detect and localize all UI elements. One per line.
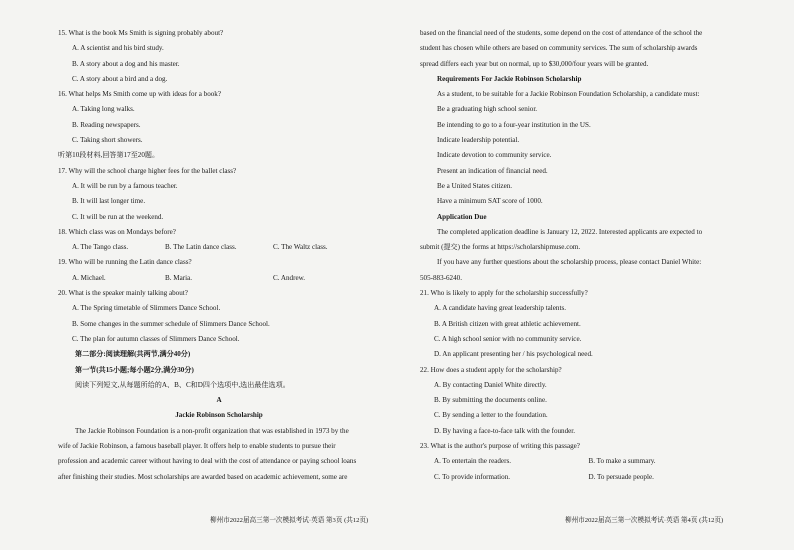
passage-title: Jackie Robinson Scholarship — [175, 411, 263, 420]
passage-line-1: The Jackie Robinson Foundation is a non-profit organization that was established in 1973 by the — [75, 426, 349, 435]
material-instruction: 听第10段材料,回答第17至20题。 — [58, 151, 160, 160]
q22-option-b: B. By submitting the documents online. — [434, 396, 547, 405]
passage-cont-1: based on the financial need of the students, some depend on the cost of attendance of the school the — [420, 29, 703, 37]
q19-stem: 19. Who will be running the Latin dance class? — [58, 258, 192, 267]
requirement-item: Be a graduating high school senior. — [437, 105, 538, 114]
q23-option-a: A. To entertain the readers. — [434, 457, 511, 466]
due-line-1: The completed application deadline is January 12, 2022. Interested applicants are expected to — [437, 227, 703, 236]
q18-option-c: C. The Waltz class. — [273, 243, 328, 252]
q18-option-b: B. The Latin dance class. — [165, 243, 237, 252]
section-heading: 第一节(共15小题;每小题2分,满分30分) — [75, 365, 194, 374]
q22-option-d: D. By having a face-to-face talk with the founder. — [434, 426, 576, 435]
due-line-3: If you have any further questions about the scholarship process, please contact Daniel White: — [437, 258, 702, 267]
q17-option-a: A. It will be run by a famous teacher. — [72, 181, 178, 190]
requirement-item: Indicate devotion to community service. — [437, 151, 552, 160]
q18-options — [58, 240, 380, 255]
passage-letter: A — [216, 396, 222, 405]
reading-instruction: 阅读下列短文,从每题所给的A、B、C和D四个选项中,选出最佳选项。 — [75, 380, 290, 389]
right-page — [397, 0, 794, 550]
q21-option-c: C. A high school senior with no community service. — [434, 334, 582, 343]
q19-options — [58, 271, 380, 286]
q23-option-d: D. To persuade people. — [588, 472, 654, 481]
q17-stem: 17. Why will the school charge higher fees for the ballet class? — [58, 166, 237, 175]
q23-options-ab — [420, 454, 743, 469]
q19-option-a: A. Michael. — [72, 273, 106, 282]
q22-option-a: A. By contacting Daniel White directly. — [434, 380, 547, 389]
q18-option-a: A. The Tango class. — [72, 243, 129, 252]
requirements-title: Requirements For Jackie Robinson Scholarship — [437, 74, 582, 83]
q20-option-b: B. Some changes in the summer schedule of Slimmers Dance School. — [72, 319, 270, 328]
requirement-item: Be intending to go to a four-year institution in the US. — [437, 120, 591, 129]
due-line-2: submit (提交) the forms at https://scholarshipmuse.com. — [420, 243, 581, 252]
left-column — [58, 26, 380, 485]
q17-option-c: C. It will be run at the weekend. — [72, 212, 164, 221]
q15-option-c: C. A story about a bird and a dog. — [72, 74, 168, 83]
q23-options-cd — [420, 470, 743, 485]
requirements-intro: As a student, to be suitable for a Jackie Robinson Foundation Scholarship, a candidate must: — [437, 90, 700, 99]
q15-option-a: A. A scientist and his bird study. — [72, 44, 164, 53]
q23-option-c: C. To provide information. — [434, 472, 511, 481]
q16-option-b: B. Reading newspapers. — [72, 120, 141, 129]
q16-option-c: C. Taking short showers. — [72, 136, 143, 145]
requirement-item: Indicate leadership potential. — [437, 136, 520, 145]
q15-stem: 15. What is the book Ms Smith is signing probably about? — [58, 29, 224, 37]
q21-option-d: D. An applicant presenting her / his psychological need. — [434, 350, 593, 359]
part-heading: 第二部分:阅读理解(共两节,满分40分) — [75, 350, 191, 359]
q16-option-a: A. Taking long walks. — [72, 105, 135, 114]
q20-option-c: C. The plan for autumn classes of Slimmers Dance School. — [72, 334, 240, 343]
q22-option-c: C. By sending a letter to the foundation. — [434, 411, 548, 420]
requirement-item: Be a United States citizen. — [437, 181, 513, 190]
requirement-item: Present an indication of financial need. — [437, 166, 548, 175]
right-column — [420, 26, 743, 485]
passage-line-4: after finishing their studies. Most scholarships are awarded based on academic achievement, some are — [58, 472, 348, 481]
q15-option-b: B. A story about a dog and his master. — [72, 59, 180, 68]
q19-option-c: C. Andrew. — [273, 273, 306, 282]
passage-cont-2: student has chosen while others are based on community services. The sum of scholarship awards — [420, 44, 698, 53]
q23-stem: 23. What is the author's purpose of writing this passage? — [420, 442, 580, 451]
passage-cont-3: spread differs each year but on normal, up to $30,000/four years will be granted. — [420, 59, 649, 68]
q21-stem: 21. Who is likely to apply for the scholarship successfully? — [420, 289, 588, 298]
q23-option-b: B. To make a summary. — [588, 457, 656, 466]
q20-stem: 20. What is the speaker mainly talking about? — [58, 289, 188, 298]
application-due-title: Application Due — [437, 212, 487, 221]
q19-option-b: B. Maria. — [165, 273, 192, 282]
q16-stem: 16. What helps Ms Smith come up with ideas for a book? — [58, 90, 222, 99]
q17-option-b: B. It will last longer time. — [72, 197, 146, 206]
q21-option-a: A. A candidate having great leadership talents. — [434, 304, 566, 313]
passage-line-2: wife of Jackie Robinson, a famous baseball player. It offers help to enable students to pursue their — [58, 442, 336, 451]
passage-line-3: profession and academic career without having to deal with the cost of attendance or paying school loans — [58, 457, 357, 466]
q21-option-b: B. A British citizen with great athletic achievement. — [434, 319, 581, 328]
due-line-4: 505-883-6240. — [420, 273, 462, 282]
q18-stem: 18. Which class was on Mondays before? — [58, 227, 176, 236]
right-page-footer: 柳州市2022届高三第一次模拟考试·英语 第4页 (共12页) — [565, 517, 724, 524]
q20-option-a: A. The Spring timetable of Slimmers Dance School. — [72, 304, 221, 313]
q22-stem: 22. How does a student apply for the scholarship? — [420, 365, 562, 374]
requirement-item: Have a minimum SAT score of 1000. — [437, 197, 543, 206]
left-page-footer: 柳州市2022届高三第一次模拟考试·英语 第3页 (共12页) — [210, 517, 369, 524]
